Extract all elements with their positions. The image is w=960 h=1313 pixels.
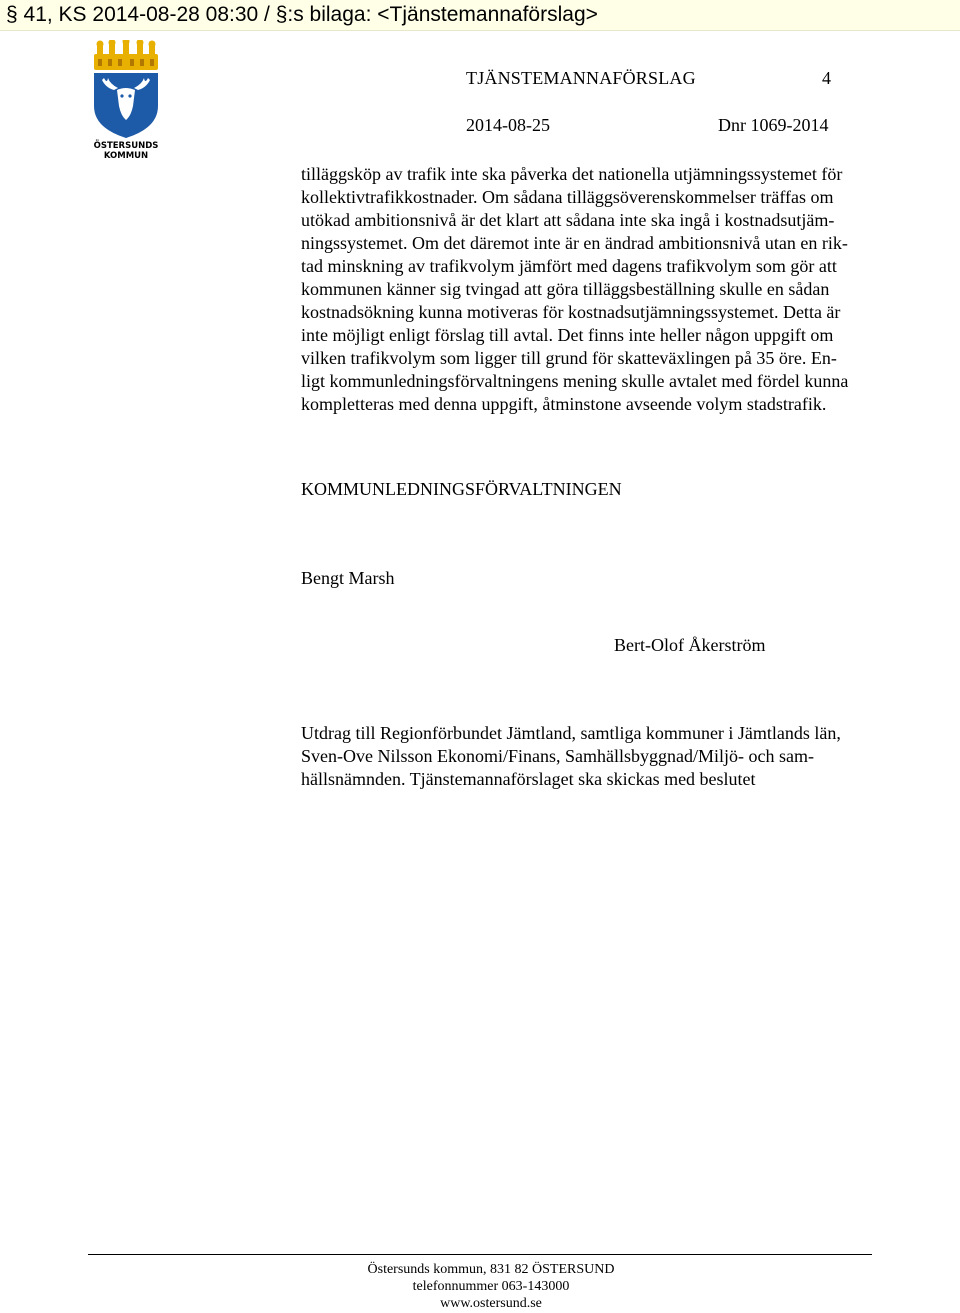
department-name: KOMMUNLEDNINGSFÖRVALTNINGEN — [301, 479, 622, 499]
paragraph-line: utökad ambitionsnivå är det klart att sådana inte ska ingå i kostnadsutjäm- — [301, 210, 835, 230]
footer-divider — [88, 1254, 872, 1255]
distribution-line: Sven-Ove Nilsson Ekonomi/Finans, Samhällsbyggnad/Miljö- och sam- — [301, 746, 814, 766]
distribution-line: hällsnämnden. Tjänstemannaförslaget ska skickas med beslutet — [301, 769, 756, 789]
document-type: TJÄNSTEMANNAFÖRSLAG — [466, 68, 696, 88]
diary-number: Dnr 1069-2014 — [718, 115, 829, 135]
banner-text: § 41, KS 2014-08-28 08:30 / §:s bilaga: <Tjänstemannaförslag> — [6, 3, 598, 26]
paragraph-line: vilken trafikvolym som ligger till grund för skatteväxlingen på 35 öre. En- — [301, 348, 837, 368]
paragraph-line: inte möjligt enligt förslag till avtal. Det finns inte heller någon uppgift om — [301, 325, 834, 345]
paragraph-line: ningssystemet. Om det däremot inte är en ändrad ambitionsnivå utan en rik- — [301, 233, 848, 253]
paragraph-line: kommunen känner sig tvingad att göra tilläggsbeställning skulle en sådan — [301, 279, 830, 299]
municipality-logo — [88, 40, 164, 162]
signatory-name: Bengt Marsh — [301, 568, 395, 588]
paragraph-line: kostnadsökning kunna motiveras för kostnadsutjämningssystemet. Detta är — [301, 302, 841, 322]
page-number: 4 — [822, 68, 831, 88]
svg-text:ÖSTERSUNDS: ÖSTERSUNDS — [93, 141, 159, 151]
paragraph-line: tilläggsköp av trafik inte ska påverka det nationella utjämningssystemet för — [301, 164, 843, 184]
footer-address: Östersunds kommun, 831 82 ÖSTERSUND — [367, 1262, 615, 1277]
paragraph-line: ligt kommunledningsförvaltningens mening skulle avtalet med fördel kunna — [301, 371, 849, 391]
document-date: 2014-08-25 — [466, 115, 550, 135]
paragraph-line: kompletteras med denna uppgift, åtminstone avseende volym stadstrafik. — [301, 394, 827, 414]
footer-website[interactable]: www.ostersund.se — [440, 1296, 542, 1311]
footer-phone: telefonnummer 063-143000 — [412, 1279, 570, 1294]
paragraph-line: kollektivtrafikkostnader. Om sådana tilläggsöverenskommelser träffas om — [301, 187, 834, 207]
banner — [0, 0, 960, 31]
signatory-name: Bert-Olof Åkerström — [614, 635, 766, 655]
coat-of-arms-icon — [88, 40, 164, 162]
paragraph-line: tad minskning av trafikvolym jämfört med dagens trafikvolym som gör att — [301, 256, 837, 276]
svg-text:KOMMUN: KOMMUN — [103, 151, 149, 161]
distribution-line: Utdrag till Regionförbundet Jämtland, samtliga kommuner i Jämtlands län, — [301, 723, 841, 743]
